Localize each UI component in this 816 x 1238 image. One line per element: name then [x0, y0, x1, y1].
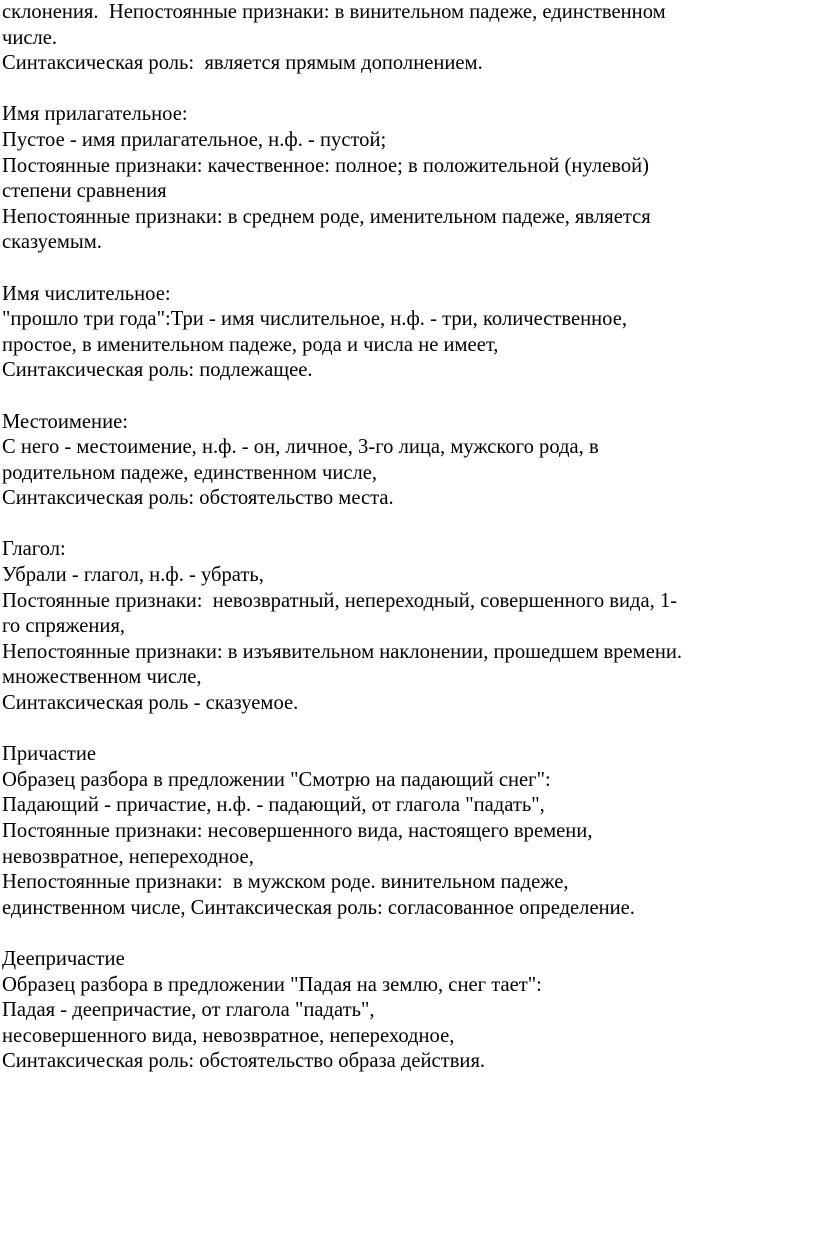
section-numeral	[2, 282, 816, 384]
paragraph-gap	[2, 921, 816, 947]
section-heading: Глагол:	[2, 538, 66, 561]
text-line: Убрали - глагол, н.ф. - убрать,	[2, 564, 264, 587]
section-pronoun	[2, 410, 816, 512]
text-line: Пустое - имя прилагательное, н.ф. - пустой;	[2, 128, 387, 151]
section-adjective	[2, 102, 816, 256]
text-line: простое, в именительном падеже, рода и числа не имеет,	[2, 333, 499, 356]
text-line: Синтаксическая роль - сказуемое.	[2, 692, 299, 715]
text-line: Синтаксическая роль: подлежащее.	[2, 359, 313, 382]
section-heading: Местоимение:	[2, 410, 128, 433]
text-line: родительном падеже, единственном числе,	[2, 461, 378, 484]
text-line: числе.	[2, 26, 58, 49]
section-adverbial-participle	[2, 947, 816, 1075]
text-line: невозвратное, непереходное,	[2, 845, 254, 868]
text-line: Синтаксическая роль: обстоятельство образа действия.	[2, 1050, 486, 1073]
text-line: склонения. Непостоянные признаки: в винительном падеже, единственном	[2, 1, 666, 23]
text-line: Постоянные признаки: невозвратный, непереходный, совершенного вида, 1-	[2, 589, 678, 612]
paragraph-gap	[2, 256, 816, 282]
text-line: Постоянные признаки: качественное: полное; в положительной (нулевой)	[2, 154, 650, 177]
text-line: Непостоянные признаки: в изъявительном наклонении, прошедшем времени.	[2, 640, 683, 663]
paragraph-gap	[2, 717, 816, 743]
text-line: единственном числе, Синтаксическая роль: согласованное определение.	[2, 896, 635, 919]
section-heading: Деепричастие	[2, 947, 125, 970]
section-participle	[2, 742, 816, 921]
text-line: множественном числе,	[2, 666, 202, 689]
text-line: Образец разбора в предложении "Смотрю на падающий снег":	[2, 768, 551, 791]
text-line: Падая - деепричастие, от глагола "падать",	[2, 999, 375, 1022]
text-line: "прошло три года":Три - имя числительное, н.ф. - три, количественное,	[2, 308, 628, 331]
paragraph-gap	[2, 512, 816, 538]
text-line: сказуемым.	[2, 231, 102, 254]
text-line: го спряжения,	[2, 615, 126, 638]
section-noun-continuation	[2, 0, 816, 77]
section-heading: Имя прилагательное:	[2, 103, 188, 126]
paragraph-gap	[2, 77, 816, 103]
text-line: Постоянные признаки: несовершенного вида, настоящего времени,	[2, 820, 593, 842]
text-line: С него - местоимение, н.ф. - он, личное, 3-го лица, мужского рода, в	[2, 436, 599, 459]
text-line: Падающий - причастие, н.ф. - падающий, от глагола "падать",	[2, 794, 545, 817]
text-line: Непостоянные признаки: в среднем роде, именительном падеже, является	[2, 205, 651, 228]
section-verb	[2, 537, 816, 716]
text-line: Непостоянные признаки: в мужском роде. винительном падеже,	[2, 871, 569, 894]
paragraph-gap	[2, 384, 816, 410]
section-heading: Имя числительное:	[2, 282, 171, 305]
text-line: Синтаксическая роль: является прямым дополнением.	[2, 52, 483, 75]
text-line: несовершенного вида, невозвратное, непереходное,	[2, 1024, 455, 1047]
text-line: степени сравнения	[2, 180, 167, 203]
text-line: Образец разбора в предложении "Падая на землю, снег тает":	[2, 973, 542, 996]
text-line: Синтаксическая роль: обстоятельство места.	[2, 487, 394, 510]
section-heading: Причастие	[2, 743, 96, 766]
